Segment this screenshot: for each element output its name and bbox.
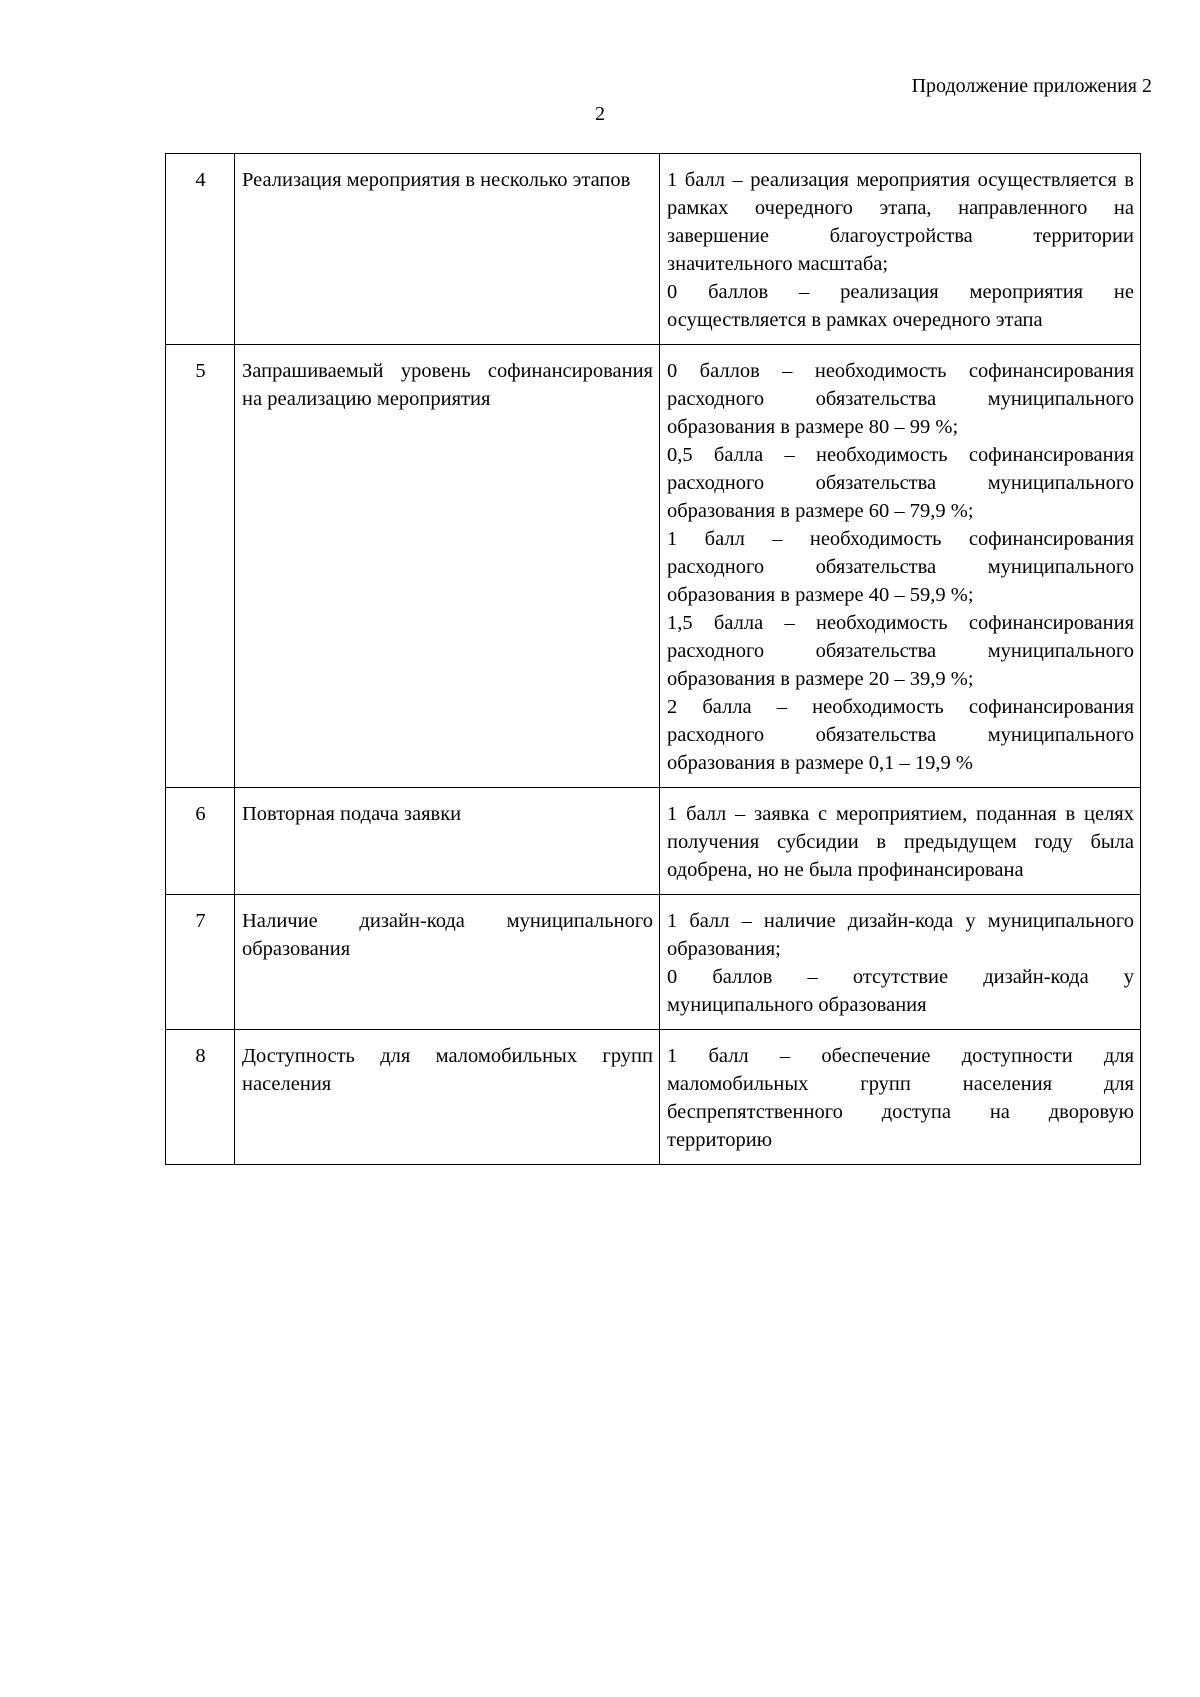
score-line: 0 баллов – отсутствие дизайн-кода у муниципального образования: [667, 966, 1134, 1016]
criterion-name: Запрашиваемый уровень софинансирования на реализацию мероприятия: [235, 345, 660, 788]
table-row: [166, 1030, 1141, 1165]
score-line: 1 балл – реализация мероприятия осуществляется в рамках очередного этапа, направленного на завершение благоустройства территории значительного масштаба;: [667, 169, 1134, 275]
score-line: 2 балла – необходимость софинансирования расходного обязательства муниципального образования в размере 0,1 – 19,9 %: [667, 696, 1134, 774]
score-line: 1 балл – наличие дизайн-кода у муниципального образования;: [667, 910, 1134, 960]
score-line: 1 балл – заявка с мероприятием, поданная в целях получения субсидии в предыдущем году была одобрена, но не была профинансирована: [667, 803, 1134, 881]
score-description: [660, 788, 1141, 895]
row-number: 4: [166, 154, 235, 345]
score-description: [660, 895, 1141, 1030]
criterion-name: Повторная подача заявки: [235, 788, 660, 895]
criterion-name: Наличие дизайн-кода муниципального образования: [235, 895, 660, 1030]
continuation-label: Продолжение приложения 2: [911, 75, 1152, 97]
table-row: [166, 154, 1141, 345]
score-description: [660, 1030, 1141, 1165]
table-row: [166, 345, 1141, 788]
row-number: 6: [166, 788, 235, 895]
criteria-table: [165, 153, 1141, 1165]
score-description: [660, 345, 1141, 788]
score-line: 0 баллов – реализация мероприятия не осуществляется в рамках очередного этапа: [667, 281, 1134, 331]
criterion-name: Реализация мероприятия в несколько этапов: [235, 154, 660, 345]
row-number: 8: [166, 1030, 235, 1165]
page-number: 2: [595, 103, 605, 125]
score-line: 0 баллов – необходимость софинансирования расходного обязательства муниципального образования в размере 80 – 99 %;: [667, 360, 1134, 438]
score-description: [660, 154, 1141, 345]
table-row: [166, 895, 1141, 1030]
score-line: 1,5 балла – необходимость софинансирования расходного обязательства муниципального образования в размере 20 – 39,9 %;: [667, 612, 1134, 690]
criterion-name: Доступность для маломобильных групп населения: [235, 1030, 660, 1165]
score-line: 1 балл – обеспечение доступности для маломобильных групп населения для беспрепятственного доступа на дворовую территорию: [667, 1045, 1134, 1151]
row-number: 5: [166, 345, 235, 788]
score-line: 1 балл – необходимость софинансирования расходного обязательства муниципального образования в размере 40 – 59,9 %;: [667, 528, 1134, 606]
row-number: 7: [166, 895, 235, 1030]
table-row: [166, 788, 1141, 895]
score-line: 0,5 балла – необходимость софинансирования расходного обязательства муниципального образования в размере 60 – 79,9 %;: [667, 444, 1134, 522]
